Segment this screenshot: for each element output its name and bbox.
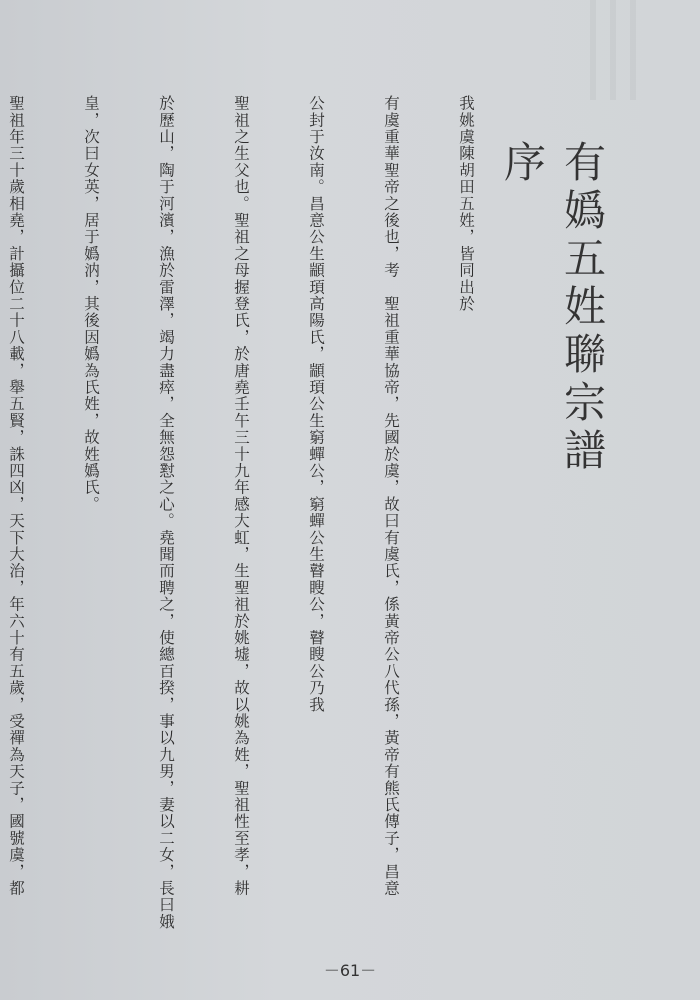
text-line: 聖祖年三十歲相堯，計攝位二十八載，舉五賢，誅四凶，天下大治，年六十有五歲，受禪為天子，國號虞，都 [7, 95, 25, 897]
text-line: 有虞重華聖帝之後也，考 聖祖重華協帝，先國於虞，故曰有虞氏，係黃帝公八代孫，黃帝有熊氏傳子，昌意 [382, 95, 400, 897]
text-line: 皇，次曰女英，居于嬀汭，其後因嬀為氏姓，故姓嬀氏。 [82, 95, 100, 513]
text-line: 聖祖之生父也。聖祖之母握登氏，於唐堯壬午三十九年感大虹，生聖祖於姚墟，故以姚為姓，聖祖性至孝，耕 [232, 95, 250, 897]
text-line: 於歷山，陶于河濱，漁於雷澤，竭力盡瘁，全無怨懟之心。堯聞而聘之，使總百揆，事以九男，妻以二女，長曰娥 [157, 95, 175, 930]
bleed-through-text [590, 0, 650, 100]
page-number: －61－ [323, 961, 377, 980]
page-title: 有嬀五姓聯宗譜序 [498, 140, 607, 476]
text-line: 公封于汝南。昌意公生顓頊高陽氏，顓頊公生窮蟬公，窮蟬公生瞽瞍公，瞽瞍公乃我 [307, 95, 325, 713]
body-text [7, 95, 528, 935]
text-line: 我姚虞陳胡田五姓，皆同出於 [457, 95, 475, 313]
